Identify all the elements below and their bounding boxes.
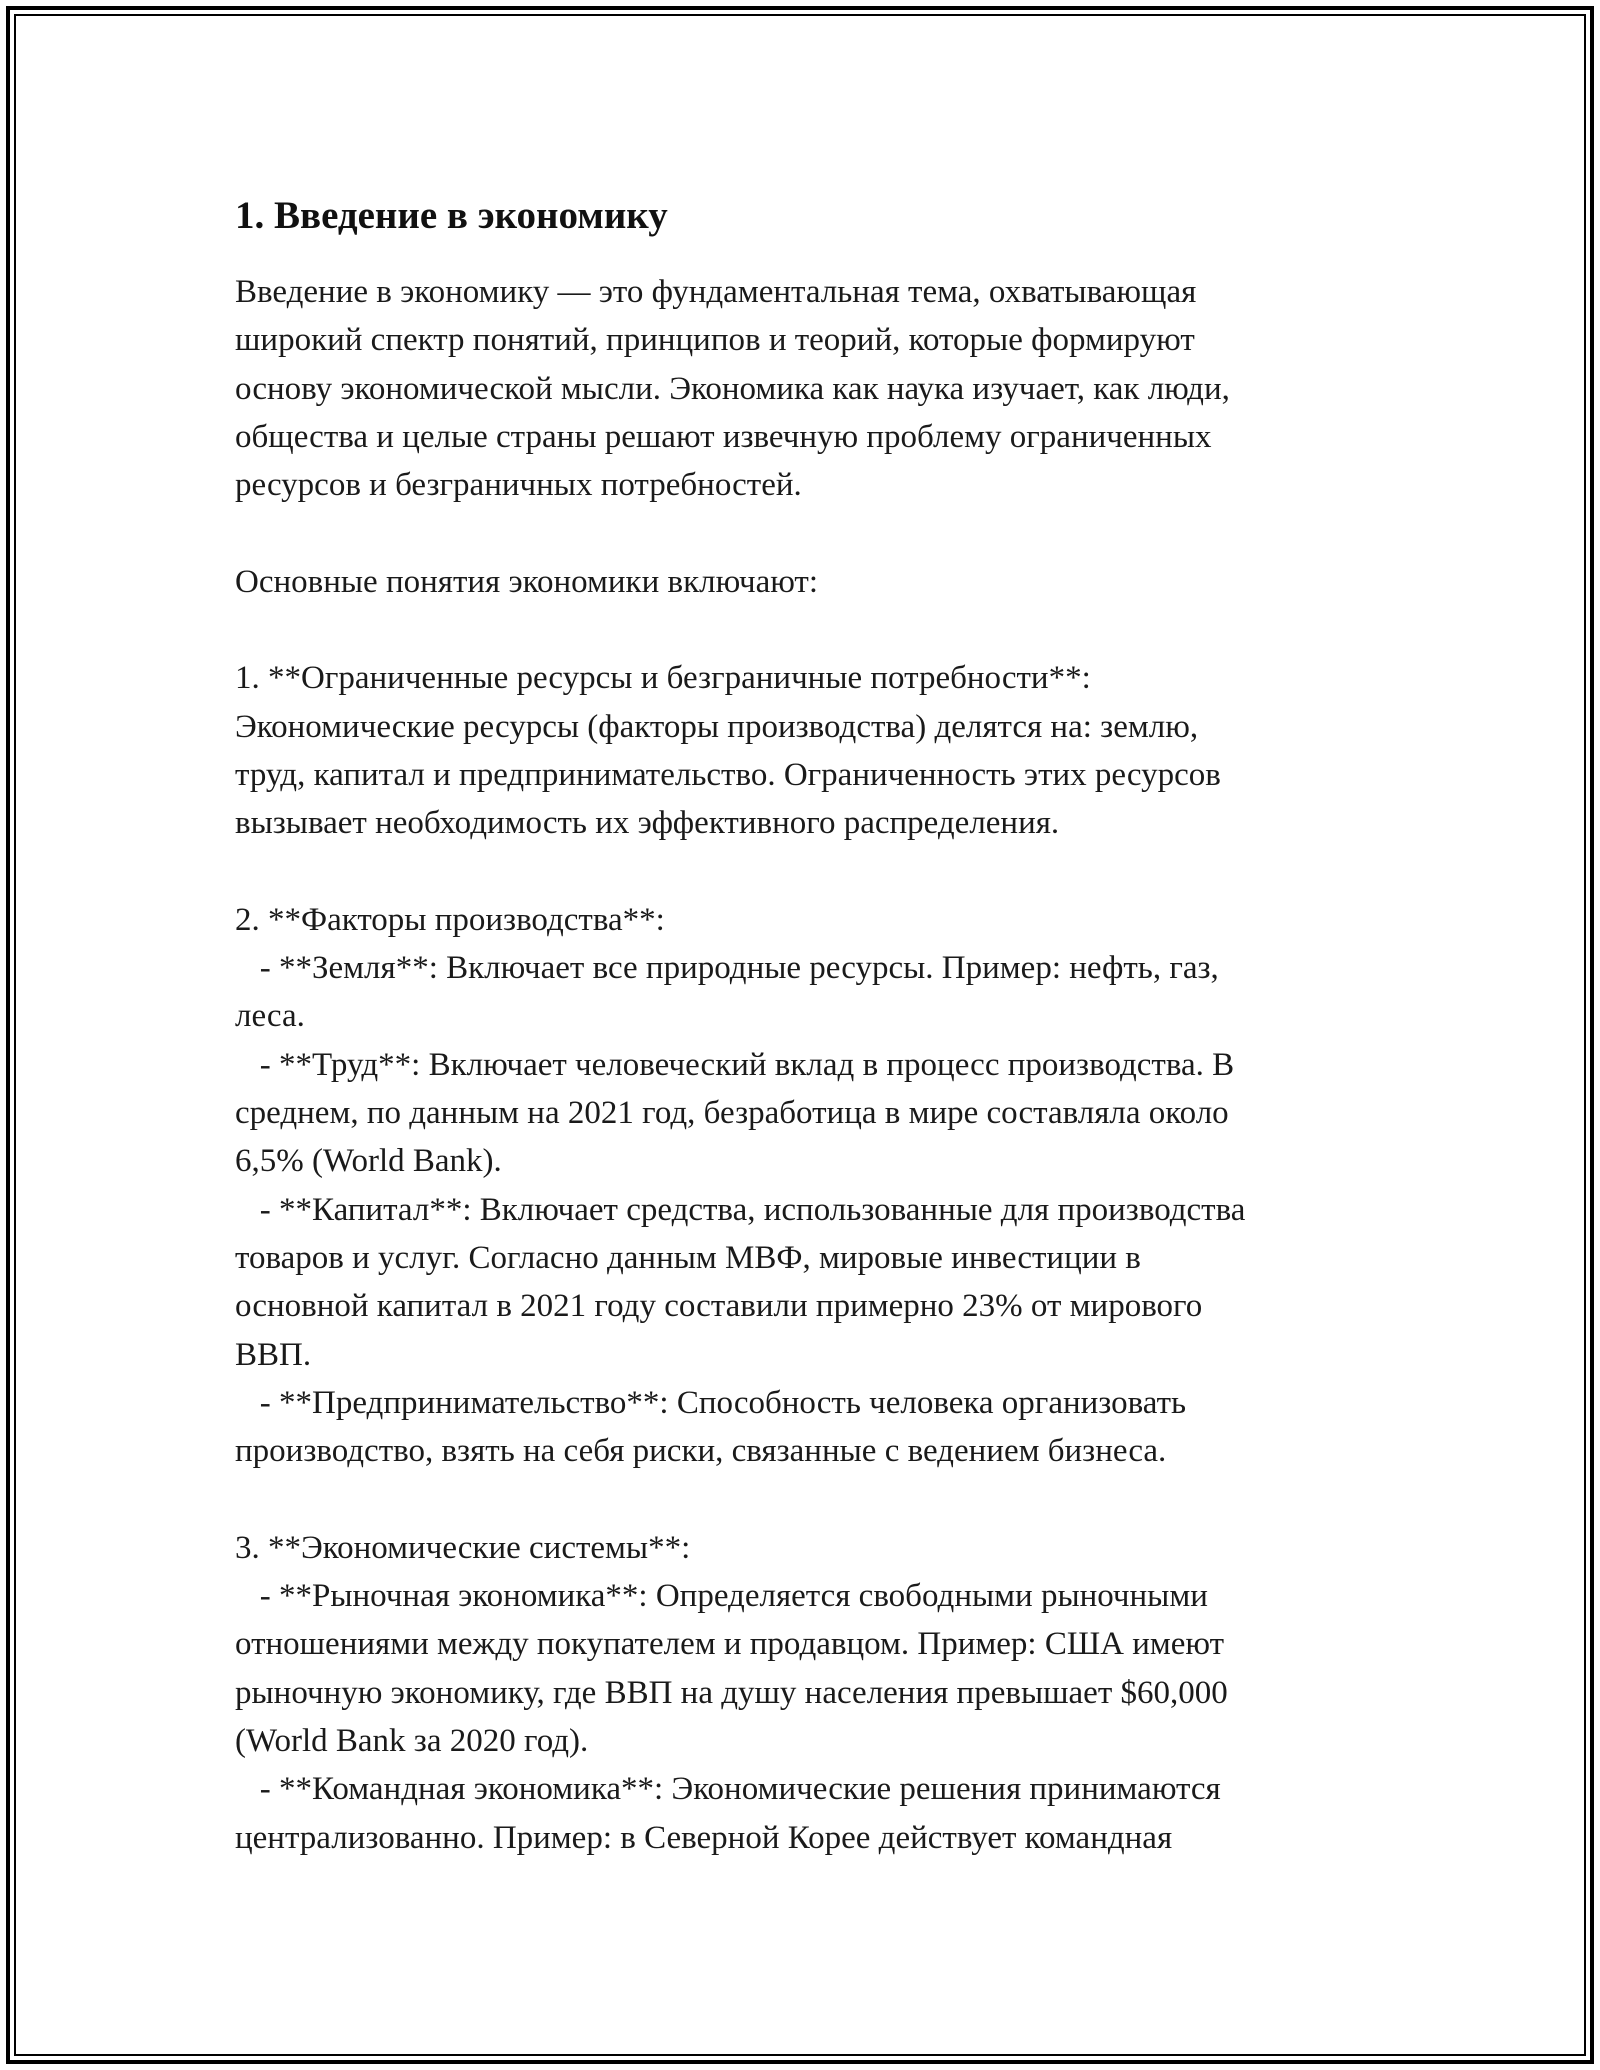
- document-body: [235, 180, 1395, 1862]
- spacer: [235, 1475, 1395, 1523]
- intro-paragraph: Введение в экономику — это фундаментальная тема, охватывающая широкий спектр понятий, принципов и теорий, которые формируют основу экономической мысли. Экономика как наука изучает, как люди, общества и целые страны решают извечную проблему ограниченных ресурсов и безграничных потребностей.: [235, 274, 1230, 504]
- list-item-entrepreneurship: - **Предпринимательство**: Способность человека организовать производство, взять на себя риски, связанные с ведением бизнеса.: [235, 1384, 1187, 1470]
- section-2-heading: 2. **Факторы производства**:: [235, 901, 665, 938]
- concepts-heading: Основные понятия экономики включают:: [235, 563, 819, 600]
- list-item-land: - **Земля**: Включает все природные ресурсы. Пример: нефть, газ, леса.: [235, 950, 1219, 1035]
- section-3-heading: 3. **Экономические системы**:: [235, 1529, 691, 1566]
- page-title: 1. Введение в экономику: [235, 194, 668, 237]
- list-item-market-economy: - **Рыночная экономика**: Определяется свободными рыночными отношениями между покупателем и продавцом. Пример: США имеют рыночную экономику, где ВВП на душу населения превышает $60,000 (World Bank за 2020 год).: [235, 1578, 1228, 1759]
- spacer: [235, 606, 1395, 654]
- section-1-paragraph: 1. **Ограниченные ресурсы и безграничные потребности**: Экономические ресурсы (факторы производства) делятся на: землю, труд, капитал и предпринимательство. Ограниченность этих ресурсов вызывает необходимость их эффективного распределения.: [235, 660, 1221, 842]
- spacer: [235, 509, 1395, 557]
- list-item-command-economy: - **Командная экономика**: Экономические решения принимаются централизованно. Пример: в Северной Корее действует командная: [235, 1771, 1221, 1856]
- spacer: [235, 848, 1395, 896]
- list-item-capital: - **Капитал**: Включает средства, использованные для производства товаров и услуг. Согласно данным МВФ, мировые инвестиции в основной капитал в 2021 году составили примерно 23% от мирового ВВП.: [235, 1191, 1246, 1373]
- list-item-labor: - **Труд**: Включает человеческий вклад в процесс производства. В среднем, по данным на 2021 год, безработица в мире составляла около 6,5% (World Bank).: [235, 1046, 1235, 1180]
